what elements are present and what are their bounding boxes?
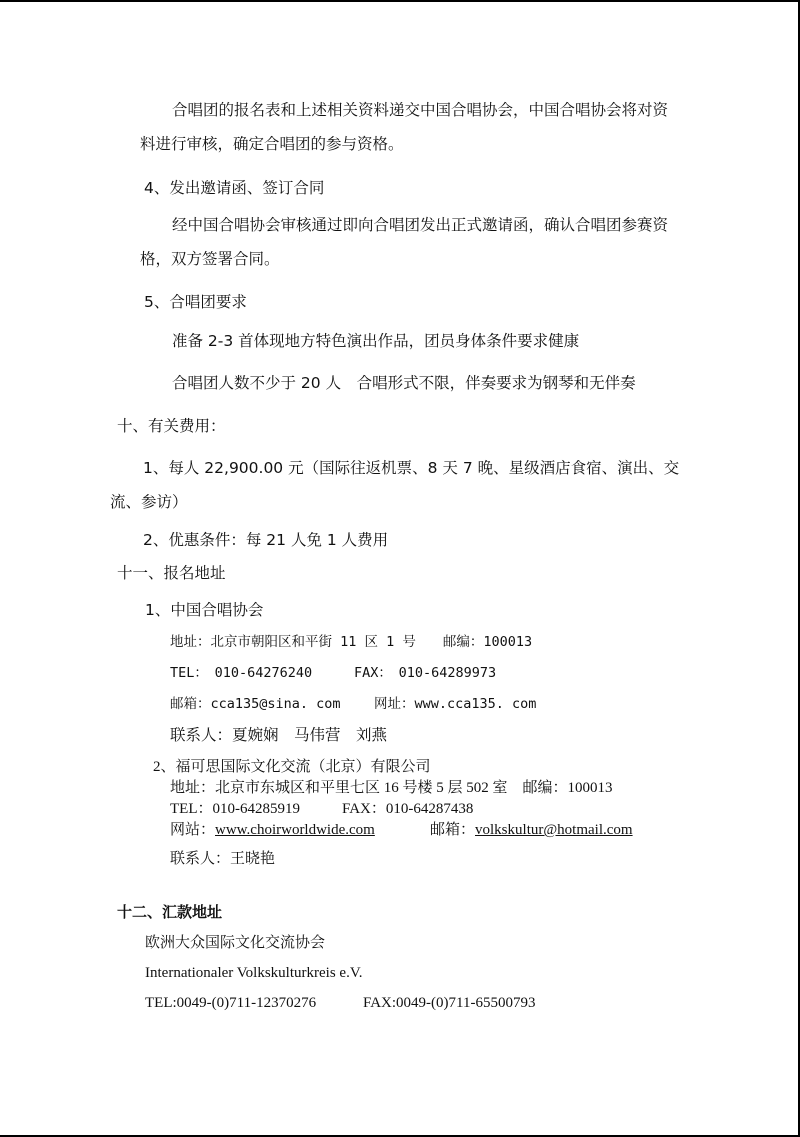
email-line [430,820,633,840]
section-heading: 十二、汇款地址 [117,905,223,921]
paragraph-line: 合唱团的报名表和上述相关资料递交中国合唱协会，中国合唱协会将对资 [172,101,669,119]
email-link[interactable]: volkskultur@hotmail.com [475,822,633,838]
email-label: 邮箱： [430,822,476,838]
tel-line: TEL：010-64285919 [170,801,300,817]
website-line: 网址：www.cca135. com [374,696,537,712]
paragraph-line: 2、优惠条件：每 21 人免 1 人费用 [143,531,389,549]
org-name: 1、中国合唱协会 [145,601,264,619]
paragraph-line: 流、参访） [110,493,188,511]
website-line [170,820,375,840]
fax-line: FAX:0049-(0)711-65500793 [363,995,536,1011]
website-link[interactable]: www.choirworldwide.com [215,822,375,838]
org-name: 欧洲大众国际文化交流协会 [145,935,326,951]
address-line: 地址：北京市朝阳区和平街 11 区 1 号 邮编：100013 [170,634,533,650]
fax-line: FAX： 010-64289973 [354,665,497,681]
paragraph-line: 1、每人 22,900.00 元（国际往返机票、8 天 7 晚、星级酒店食宿、演出、交 [143,459,680,477]
paragraph-line: 经中国合唱协会审核通过即向合唱团发出正式邀请函，确认合唱团参赛资 [172,216,669,234]
tel-line: TEL： 010-64276240 [170,665,313,681]
org-name: 2、福可思国际文化交流（北京）有限公司 [153,759,431,775]
paragraph-line: 合唱团人数不少于 20 人 合唱形式不限，伴奏要求为钢琴和无伴奏 [172,374,636,392]
section-heading: 十、有关费用： [117,417,226,435]
fax-line: FAX：010-64287438 [342,801,474,817]
website-label: 网站： [170,822,216,838]
paragraph-line: 准备 2-3 首体现地方特色演出作品，团员身体条件要求健康 [172,332,580,350]
page-border-top [0,0,800,2]
item-heading: 5、合唱团要求 [144,293,247,311]
contact-line: 联系人：王晓艳 [170,851,276,867]
section-heading: 十一、报名地址 [117,564,226,582]
item-heading: 4、发出邀请函、签订合同 [144,179,325,197]
paragraph-line: 料进行审核，确定合唱团的参与资格。 [140,135,404,153]
org-name-german: Internationaler Volkskulturkreis e.V. [145,965,363,981]
email-line: 邮箱：cca135@sina. com [170,696,341,712]
contact-line: 联系人：夏婉娴 马伟营 刘燕 [170,726,388,744]
paragraph-line: 格，双方签署合同。 [140,250,280,268]
tel-line: TEL:0049-(0)711-12370276 [145,995,317,1011]
address-line: 地址：北京市东城区和平里七区 16 号楼 5 层 502 室 邮编：100013 [170,780,613,796]
